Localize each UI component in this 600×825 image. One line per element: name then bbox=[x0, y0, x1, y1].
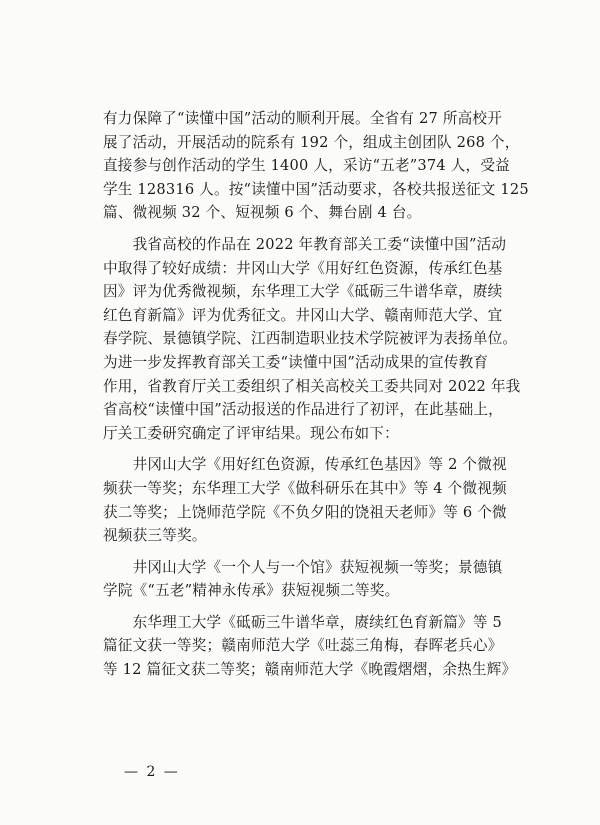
text-line: 作用，省教育厅关工委组织了相关高校关工委共同对 2022 年我 bbox=[103, 377, 521, 395]
paragraph-micro-video-awards bbox=[103, 453, 523, 547]
text-line: 视频获三等奖。 bbox=[103, 527, 207, 545]
document-body bbox=[103, 107, 529, 682]
text-line: 因》评为优秀微视频，东华理工大学《砥砺三牛谱华章，赓续 bbox=[103, 283, 503, 301]
text-line: 省高校“读懂中国”活动报送的作品进行了初评，在此基础上， bbox=[103, 401, 503, 419]
text-line: 我省高校的作品在 2022 年教育部关工委“读懂中国”活动 bbox=[103, 235, 507, 253]
text-line: 频获一等奖；东华理工大学《做科研乐在其中》等 4 个微视频 bbox=[103, 479, 507, 497]
text-line: 直接参与创作活动的学生 1400 人，采访“五老”374 人，受益 bbox=[103, 157, 510, 175]
text-line: 井冈山大学《一个人与一个馆》获短视频一等奖；景德镇 bbox=[103, 558, 503, 576]
text-line: 篇征文获一等奖；赣南师范大学《吐蕊三角梅，春晖老兵心》 bbox=[103, 637, 503, 655]
paragraph-essay-awards bbox=[103, 611, 523, 682]
text-line: 有力保障了“读懂中国”活动的顺利开展。全省有 27 所高校开 bbox=[103, 110, 503, 127]
text-line: 学生 128316 人。按“读懂中国”活动要求，各校共报送征文 125 bbox=[103, 180, 529, 198]
text-line: 厅关工委研究确定了评审结果。现公布如下： bbox=[103, 424, 399, 442]
paragraph-short-video-awards bbox=[103, 556, 523, 603]
paragraph-achievements bbox=[103, 233, 523, 445]
text-line: 篇、微视频 32 个、短视频 6 个、舞台剧 4 台。 bbox=[103, 204, 422, 222]
text-line: 等 12 篇征文获二等奖；赣南师范大学《晚霞熠熠，余热生辉》 bbox=[103, 661, 517, 679]
text-line: 东华理工大学《砥砺三牛谱华章，赓续红色育新篇》等 5 bbox=[103, 613, 502, 631]
text-line: 展了活动，开展活动的院系有 192 个，组成主创团队 268 个， bbox=[103, 133, 520, 151]
text-line: 为进一步发挥教育部关工委“读懂中国”活动成果的宣传教育 bbox=[103, 353, 489, 371]
text-line: 红色育新篇》评为优秀征文。井冈山大学、赣南师范大学、宜 bbox=[103, 306, 503, 324]
page-number: — 2 — bbox=[124, 764, 180, 780]
text-line: 井冈山大学《用好红色资源，传承红色基因》等 2 个微视 bbox=[103, 456, 507, 474]
paragraph-participation-stats bbox=[103, 107, 529, 225]
text-line: 中取得了较好成绩：井冈山大学《用好红色资源，传承红色基 bbox=[103, 259, 503, 277]
text-line: 学院《“五老”精神永传承》获短视频二等奖。 bbox=[103, 582, 400, 600]
text-line: 获二等奖；上饶师范学院《不负夕阳的饶祖天老师》等 6 个微 bbox=[103, 503, 507, 521]
text-line: 春学院、景德镇学院、江西制造职业技术学院被评为表扬单位。 bbox=[103, 330, 518, 348]
